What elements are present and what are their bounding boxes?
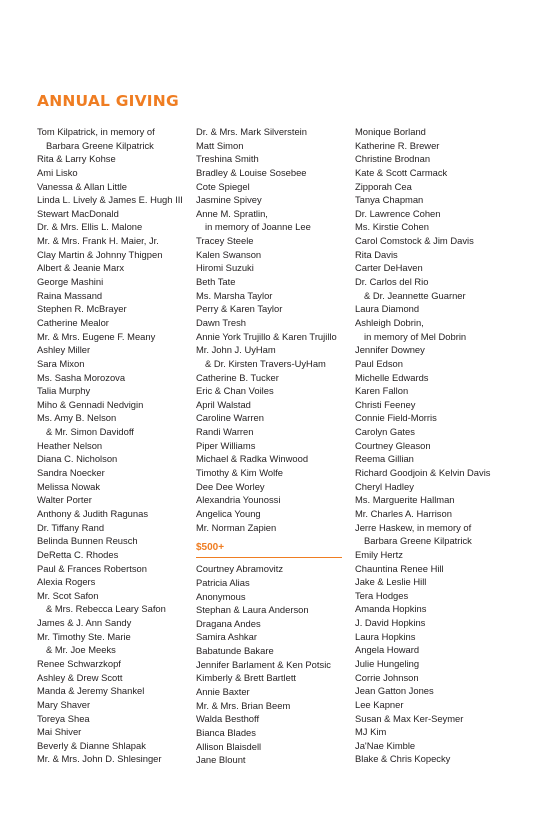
donor-name: Mr. & Mrs. Frank H. Maier, Jr. (37, 235, 159, 247)
donor-name: Michael & Radka Winwood (196, 453, 309, 465)
donor-name: Dawn Tresh (196, 316, 247, 328)
donor-name: Jake & Leslie Hill (355, 576, 427, 588)
donor-name: Jasmine Spivey (196, 194, 262, 206)
donor-name: in memory of Joanne Lee (205, 221, 311, 233)
donor-name: Tera Hodges (355, 589, 409, 601)
donor-name: Laura Hopkins (355, 630, 416, 642)
donor-name: Perry & Karen Taylor (196, 303, 283, 315)
donor-name: Christi Feeney (355, 398, 416, 410)
donor-name: Annie York Trujillo & Karen Trujillo (196, 330, 337, 342)
donor-name: Jennifer Barlament & Ken Potsic (196, 658, 331, 670)
donor-name: Anthony & Judith Ragunas (37, 507, 149, 519)
donor-name: Dr. & Mrs. Mark Silverstein (196, 126, 307, 137)
donor-name: Katherine R. Brewer (355, 139, 440, 151)
donor-name: Diana C. Nicholson (37, 453, 118, 465)
donor-name: Hiromi Suzuki (196, 262, 254, 274)
donor-name: Ashley & Drew Scott (37, 671, 123, 683)
donor-name: Ms. Amy B. Nelson (37, 412, 117, 424)
donor-name: Talia Murphy (37, 385, 91, 397)
donor-name: Alexia Rogers (37, 576, 96, 588)
donor-name: & Mr. Joe Meeks (46, 644, 116, 656)
donor-name: Dee Dee Worley (196, 480, 265, 492)
donor-name: Corrie Johnson (355, 671, 419, 683)
donor-name: Annie Baxter (196, 685, 250, 697)
donor-name: Bradley & Louise Sosebee (196, 166, 307, 178)
donor-name: Beverly & Dianne Shlapak (37, 739, 146, 751)
donor-name: Chauntina Renee Hill (355, 562, 444, 574)
donor-name: in memory of Mel Dobrin (364, 330, 467, 342)
donor-name: Richard Goodjoin & Kelvin Davis (355, 467, 491, 479)
donor-name: Allison Blaisdell (196, 740, 262, 752)
donor-name: MJ Kim (355, 726, 387, 738)
donor-name: Blake & Chris Kopecky (355, 753, 451, 765)
donor-name: Dr. Lawrence Cohen (355, 207, 441, 219)
donor-name: Jerre Haskew, in memory of (355, 521, 472, 533)
donor-name: Anne M. Spratlin, (196, 207, 268, 219)
donor-name: Zipporah Cea (355, 180, 412, 192)
donor-column-2 (196, 125, 346, 767)
donor-name: Sandra Noecker (37, 467, 105, 479)
donor-name: Tanya Chapman (355, 194, 424, 206)
donor-name: Julie Hungeling (355, 657, 420, 669)
donor-name: James & J. Ann Sandy (37, 617, 132, 629)
donor-name: Courtney Gleason (355, 439, 431, 451)
donor-name: & Mrs. Rebecca Leary Safon (46, 603, 166, 615)
donor-name: Catherine Mealor (37, 316, 109, 328)
donor-name: & Dr. Kirsten Travers-UyHam (205, 357, 326, 369)
donor-name: Linda L. Lively & James E. Hugh III (37, 194, 183, 206)
donor-list-2-top (196, 125, 346, 534)
donor-name: Treshina Smith (196, 153, 259, 165)
donor-name: Patricia Alias (196, 576, 250, 588)
donor-name: Stephen R. McBrayer (37, 303, 127, 315)
donor-name: Ashleigh Dobrin, (355, 316, 424, 328)
donor-name: Ami Lisko (37, 166, 78, 178)
donor-name: Manda & Jeremy Shankel (37, 685, 145, 697)
donor-name: Ms. Marguerite Hallman (355, 494, 455, 506)
donor-name: Mr. John J. UyHam (196, 344, 276, 356)
donor-name: Jane Blount (196, 754, 246, 766)
donor-name: Dragana Andes (196, 617, 261, 629)
donor-name: Ms. Sasha Morozova (37, 371, 126, 383)
donor-list-2-bottom (196, 562, 346, 767)
donor-name: Mr. Timothy Ste. Marie (37, 630, 131, 642)
donor-name: Beth Tate (196, 276, 236, 288)
donor-name: Walda Besthoff (196, 713, 260, 725)
donor-name: Michelle Edwards (355, 371, 429, 383)
donor-column-1 (37, 125, 187, 766)
donor-name: Monique Borland (355, 126, 426, 137)
donor-name: Randi Warren (196, 426, 254, 438)
donor-name: Dr. Tiffany Rand (37, 521, 105, 533)
donor-name: Samira Ashkar (196, 631, 257, 643)
donor-name: Paul & Frances Robertson (37, 562, 147, 574)
donor-name: Ashley Miller (37, 344, 91, 356)
donor-name: Stephan & Laura Anderson (196, 604, 309, 616)
donor-name: Babatunde Bakare (196, 645, 274, 657)
donor-name: Carolyn Gates (355, 426, 415, 438)
donor-name: Mr. Scot Safon (37, 589, 99, 601)
donor-name: Mr. & Mrs. Brian Beem (196, 699, 291, 711)
donor-name: Clay Martin & Johnny Thigpen (37, 248, 163, 260)
donor-name: Emily Hertz (355, 548, 403, 560)
donor-name: Albert & Jeanie Marx (37, 262, 125, 274)
donor-name: Raina Massand (37, 289, 103, 301)
donor-name: Angelica Young (196, 507, 261, 519)
donor-name: Melissa Nowak (37, 480, 101, 492)
donor-name: Cheryl Hadley (355, 480, 414, 492)
donor-name: Paul Edson (355, 357, 403, 369)
donor-name: Carter DeHaven (355, 262, 423, 274)
donor-name: Alexandria Younossi (196, 494, 281, 506)
donor-name: Renee Schwarzkopf (37, 657, 121, 669)
donor-name: Vanessa & Allan Little (37, 180, 127, 192)
donor-name: Mr. Norman Zapien (196, 521, 277, 533)
donor-name: Carol Comstock & Jim Davis (355, 235, 474, 247)
donor-name: & Mr. Simon Davidoff (46, 426, 134, 438)
donor-name: Caroline Warren (196, 412, 264, 424)
donor-name: Kimberly & Brett Bartlett (196, 672, 297, 684)
donor-name: Courtney Abramovitz (196, 563, 284, 575)
donor-name: April Walstad (196, 398, 251, 410)
donor-name: Angela Howard (355, 644, 420, 656)
donor-name: Laura Diamond (355, 303, 420, 315)
donor-name: Matt Simon (196, 139, 244, 151)
giving-level-heading: $500+ (196, 541, 342, 558)
donor-name: Ja'Nae Kimble (355, 739, 416, 751)
donor-name: Sara Mixon (37, 357, 85, 369)
donor-name: Dr. Carlos del Rio (355, 276, 429, 288)
donor-name: Mr. & Mrs. Eugene F. Meany (37, 330, 156, 342)
donor-name: Christine Brodnan (355, 153, 431, 165)
donor-name: Timothy & Kim Wolfe (196, 467, 283, 479)
donor-name: DeRetta C. Rhodes (37, 548, 119, 560)
donor-name: Walter Porter (37, 494, 92, 506)
donor-name: Mr. Charles A. Harrison (355, 507, 452, 519)
donor-name: Amanda Hopkins (355, 603, 427, 615)
donor-name: Eric & Chan Voiles (196, 385, 274, 397)
donor-name: Susan & Max Ker-Seymer (355, 712, 464, 724)
donor-name: & Dr. Jeannette Guarner (364, 289, 466, 301)
donor-name: Toreya Shea (37, 712, 90, 724)
donor-name: Tom Kilpatrick, in memory of (37, 126, 155, 137)
donor-name: Barbara Greene Kilpatrick (46, 139, 154, 151)
donor-name: Tracey Steele (196, 235, 254, 247)
page-title: ANNUAL GIVING (37, 92, 179, 110)
donor-name: Ms. Marsha Taylor (196, 289, 273, 301)
donor-name: Catherine B. Tucker (196, 371, 279, 383)
donor-name: George Mashini (37, 276, 104, 288)
donor-name: Lee Kapner (355, 698, 404, 710)
donor-name: Rita & Larry Kohse (37, 153, 116, 165)
donor-name: Karen Fallon (355, 385, 409, 397)
donor-name: Bianca Blades (196, 726, 256, 738)
donor-column-3 (355, 125, 525, 766)
donor-name: Belinda Bunnen Reusch (37, 535, 138, 547)
donor-name: Mr. & Mrs. John D. Shlesinger (37, 753, 162, 765)
donor-name: Rita Davis (355, 248, 398, 260)
donor-name: Jennifer Downey (355, 344, 425, 356)
donor-name: Ms. Kirstie Cohen (355, 221, 429, 233)
donor-name: Connie Field-Morris (355, 412, 437, 424)
donor-name: Piper Williams (196, 439, 256, 451)
donor-name: Barbara Greene Kilpatrick (364, 535, 472, 547)
donor-name: Dr. & Mrs. Ellis L. Malone (37, 221, 143, 233)
donor-name: Kate & Scott Carmack (355, 166, 448, 178)
donor-name: Jean Gatton Jones (355, 685, 434, 697)
donor-name: Mai Shiver (37, 726, 82, 738)
donor-name: Miho & Gennadi Nedvigin (37, 398, 144, 410)
donor-name: Heather Nelson (37, 439, 103, 451)
donor-name: Mary Shaver (37, 698, 91, 710)
donor-name: Stewart MacDonald (37, 207, 119, 219)
donor-name: Reema Gillian (355, 453, 414, 465)
donor-name: Anonymous (196, 590, 246, 602)
donor-name: Cote Spiegel (196, 180, 250, 192)
donor-name: Kalen Swanson (196, 248, 262, 260)
donor-name: J. David Hopkins (355, 617, 426, 629)
